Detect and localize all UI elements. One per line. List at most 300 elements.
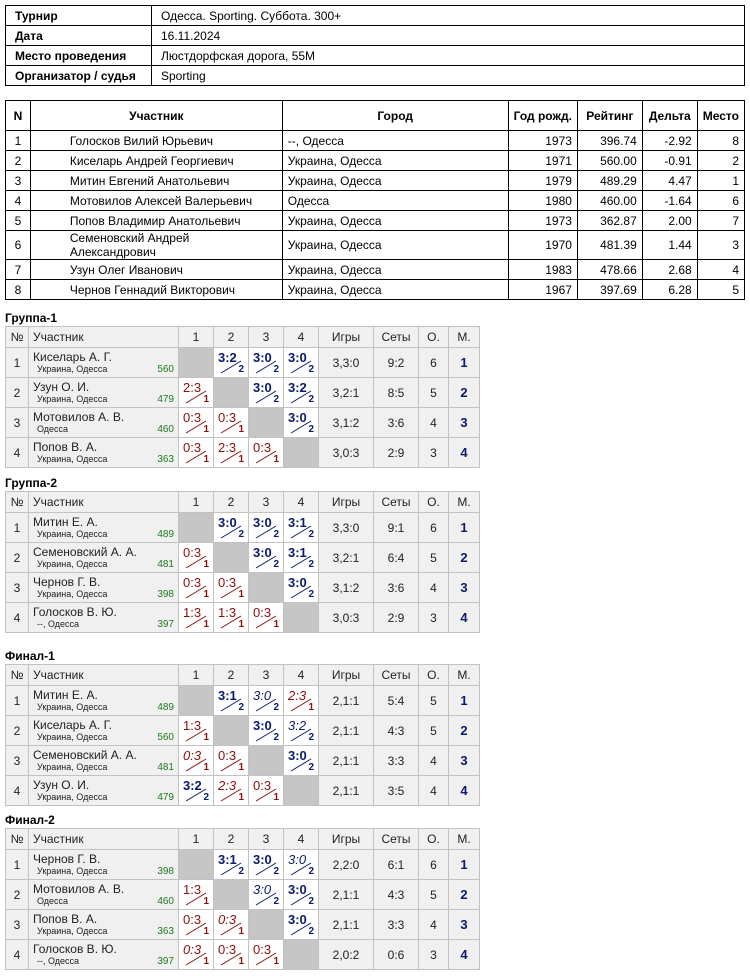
match-result-cell[interactable] [214, 746, 249, 776]
participant-cell: 489.29 [577, 171, 642, 191]
info-value: 16.11.2024 [152, 26, 745, 46]
group-header: 2 [214, 829, 249, 850]
match-points: 1 [273, 956, 279, 967]
points-cell: 4 [419, 910, 449, 940]
group-row [6, 850, 480, 880]
games-cell: 2,1:1 [319, 776, 374, 806]
match-result-cell[interactable] [214, 910, 249, 940]
match-result-cell[interactable] [249, 438, 284, 468]
player-name: Митин Е. А. [33, 688, 98, 702]
participant-cell: Семеновский Андрей Александрович [30, 231, 282, 260]
group-row [6, 910, 480, 940]
player-rating: 481 [157, 559, 174, 570]
match-result-cell[interactable] [214, 408, 249, 438]
participants-header: Участник [30, 101, 282, 131]
match-score: 0:3 [218, 942, 237, 957]
match-result-cell[interactable] [284, 850, 319, 880]
match-points: 1 [203, 896, 209, 907]
match-score: 3:1 [218, 688, 237, 703]
games-cell: 3,1:2 [319, 408, 374, 438]
group-table [5, 828, 480, 970]
points-cell: 4 [419, 776, 449, 806]
group-header: Сеты [374, 492, 419, 513]
match-score: 0:3 [183, 575, 202, 590]
match-points: 1 [203, 589, 209, 600]
match-result-cell[interactable] [179, 438, 214, 468]
match-score: 0:3 [183, 748, 202, 763]
player-city: Украина, Одесса [37, 792, 108, 802]
match-result-cell[interactable] [249, 776, 284, 806]
match-result-cell[interactable] [284, 543, 319, 573]
player-name: Митин Е. А. [33, 515, 98, 529]
row-number: 4 [6, 603, 29, 633]
group-header: 4 [284, 829, 319, 850]
group-header: Участник [29, 327, 179, 348]
match-result-cell[interactable] [284, 910, 319, 940]
match-points: 1 [203, 956, 209, 967]
player-rating: 398 [157, 589, 174, 600]
place-cell [449, 378, 480, 408]
group-header: 4 [284, 327, 319, 348]
match-result-cell[interactable] [249, 378, 284, 408]
place-value: 1 [460, 520, 468, 535]
self-cell [214, 716, 249, 746]
match-result-cell[interactable] [179, 910, 214, 940]
player-rating: 397 [157, 619, 174, 630]
sets-cell: 3:6 [374, 408, 419, 438]
match-result-cell[interactable] [249, 348, 284, 378]
match-result-cell[interactable] [249, 850, 284, 880]
match-points: 1 [203, 424, 209, 435]
match-points: 2 [273, 394, 279, 405]
participant-row [6, 280, 745, 300]
sets-cell: 2:9 [374, 603, 419, 633]
participant-cell: 5 [697, 280, 744, 300]
match-points: 2 [273, 866, 279, 877]
match-points: 1 [308, 702, 314, 713]
match-points: 2 [273, 732, 279, 743]
match-result-cell[interactable] [179, 776, 214, 806]
place-value: 1 [460, 693, 468, 708]
group-block [5, 813, 480, 970]
match-score: 1:3 [183, 718, 202, 733]
group-header-row [6, 829, 480, 850]
match-result-cell[interactable] [284, 513, 319, 543]
player-rating: 397 [157, 956, 174, 967]
player-city: Украина, Одесса [37, 394, 108, 404]
match-points: 1 [238, 619, 244, 630]
match-score: 3:0 [253, 515, 272, 530]
match-result-cell[interactable] [179, 378, 214, 408]
row-number: 3 [6, 746, 29, 776]
match-result-cell[interactable] [214, 940, 249, 970]
match-result-cell[interactable] [284, 716, 319, 746]
place-value: 2 [460, 723, 468, 738]
player-city: --, Одесса [37, 619, 80, 629]
match-result-cell[interactable] [284, 573, 319, 603]
group-row [6, 776, 480, 806]
match-result-cell[interactable] [214, 776, 249, 806]
player-rating: 560 [157, 364, 174, 375]
games-cell: 2,1:1 [319, 910, 374, 940]
match-score: 0:3 [183, 440, 202, 455]
match-score: 3:0 [288, 852, 307, 867]
participants-header: Место [697, 101, 744, 131]
match-result-cell[interactable] [284, 686, 319, 716]
participant-cell: 4 [697, 260, 744, 280]
sets-cell: 3:3 [374, 746, 419, 776]
group-row [6, 543, 480, 573]
group-row [6, 603, 480, 633]
place-value: 3 [460, 415, 468, 430]
participants-header: Рейтинг [577, 101, 642, 131]
player-cell [29, 378, 179, 408]
match-score: 1:3 [183, 882, 202, 897]
participant-cell: 8 [6, 280, 31, 300]
match-score: 0:3 [183, 545, 202, 560]
player-cell [29, 573, 179, 603]
sets-cell: 3:6 [374, 573, 419, 603]
info-key: Дата [6, 26, 152, 46]
games-cell: 2,1:1 [319, 716, 374, 746]
player-name: Семеновский А. А. [33, 545, 137, 559]
place-cell [449, 543, 480, 573]
match-score: 3:0 [288, 575, 307, 590]
group-row [6, 348, 480, 378]
match-points: 1 [238, 926, 244, 937]
match-score: 0:3 [218, 748, 237, 763]
participant-cell: 460.00 [577, 191, 642, 211]
participant-cell: --, Одесса [282, 131, 508, 151]
match-result-cell[interactable] [214, 686, 249, 716]
info-value: Одесса. Sporting. Суббота. 300+ [152, 6, 745, 26]
player-city: Украина, Одесса [37, 732, 108, 742]
match-result-cell[interactable] [249, 513, 284, 543]
participant-row [6, 260, 745, 280]
self-cell [284, 776, 319, 806]
match-result-cell[interactable] [179, 543, 214, 573]
match-score: 3:1 [218, 852, 237, 867]
info-row [6, 26, 745, 46]
sets-cell: 4:3 [374, 716, 419, 746]
group-table [5, 326, 480, 468]
match-points: 2 [273, 364, 279, 375]
match-points: 2 [238, 529, 244, 540]
player-city: Украина, Одесса [37, 454, 108, 464]
participant-row [6, 151, 745, 171]
sets-cell: 3:3 [374, 910, 419, 940]
place-cell [449, 910, 480, 940]
match-result-cell[interactable] [284, 746, 319, 776]
group-header: 3 [249, 665, 284, 686]
match-score: 3:0 [288, 410, 307, 425]
match-score: 3:0 [253, 545, 272, 560]
match-score: 3:2 [183, 778, 202, 793]
participant-cell: 1973 [508, 131, 577, 151]
player-rating: 460 [157, 896, 174, 907]
participant-cell: 6 [6, 231, 31, 260]
match-result-cell[interactable] [284, 880, 319, 910]
match-points: 2 [273, 702, 279, 713]
place-value: 1 [460, 355, 468, 370]
participant-row [6, 211, 745, 231]
sets-cell: 6:4 [374, 543, 419, 573]
self-cell [249, 408, 284, 438]
match-result-cell[interactable] [284, 408, 319, 438]
match-score: 3:0 [253, 688, 272, 703]
participant-row [6, 131, 745, 151]
group-title: Группа-1 [5, 311, 58, 325]
sets-cell: 6:1 [374, 850, 419, 880]
group-header: 1 [179, 829, 214, 850]
match-score: 0:3 [253, 778, 272, 793]
participant-cell: 4 [6, 191, 31, 211]
group-header: Игры [319, 492, 374, 513]
participant-cell: 2 [697, 151, 744, 171]
player-cell [29, 543, 179, 573]
participant-cell: Украина, Одесса [282, 151, 508, 171]
points-cell: 4 [419, 408, 449, 438]
participant-cell: -2.92 [642, 131, 697, 151]
match-result-cell[interactable] [179, 573, 214, 603]
points-cell: 3 [419, 438, 449, 468]
match-points: 1 [273, 619, 279, 630]
row-number: 3 [6, 408, 29, 438]
match-result-cell[interactable] [179, 880, 214, 910]
match-score: 0:3 [253, 605, 272, 620]
group-row [6, 513, 480, 543]
row-number: 3 [6, 573, 29, 603]
match-points: 2 [273, 896, 279, 907]
player-city: Украина, Одесса [37, 559, 108, 569]
match-result-cell[interactable] [249, 686, 284, 716]
info-value: Sporting [152, 66, 745, 86]
group-header: М. [449, 665, 480, 686]
player-city: Украина, Одесса [37, 364, 108, 374]
participant-cell: 2.68 [642, 260, 697, 280]
place-cell [449, 348, 480, 378]
place-value: 3 [460, 580, 468, 595]
row-number: 4 [6, 776, 29, 806]
match-result-cell[interactable] [179, 716, 214, 746]
match-score: 0:3 [183, 942, 202, 957]
participant-cell: 2 [6, 151, 31, 171]
participant-cell: 1 [6, 131, 31, 151]
match-score: 3:0 [253, 350, 272, 365]
participant-cell: 1.44 [642, 231, 697, 260]
match-result-cell[interactable] [214, 573, 249, 603]
match-score: 0:3 [218, 912, 237, 927]
match-result-cell[interactable] [214, 438, 249, 468]
games-cell: 2,1:1 [319, 746, 374, 776]
player-cell [29, 603, 179, 633]
group-header: № [6, 327, 29, 348]
participant-cell: Одесса [282, 191, 508, 211]
games-cell: 2,0:2 [319, 940, 374, 970]
group-block [5, 311, 480, 468]
participants-header: Год рожд. [508, 101, 577, 131]
player-name: Попов В. А. [33, 912, 98, 926]
match-score: 2:3 [183, 380, 202, 395]
place-cell [449, 686, 480, 716]
group-table [5, 664, 480, 806]
match-result-cell[interactable] [214, 348, 249, 378]
match-result-cell[interactable] [284, 378, 319, 408]
group-header: 3 [249, 829, 284, 850]
match-points: 2 [308, 896, 314, 907]
row-number: 1 [6, 850, 29, 880]
player-city: Одесса [37, 424, 69, 434]
participant-cell: 8 [697, 131, 744, 151]
player-rating: 479 [157, 394, 174, 405]
player-rating: 560 [157, 732, 174, 743]
group-title: Финал-2 [5, 813, 55, 827]
participant-cell: 478.66 [577, 260, 642, 280]
participants-header: Дельта [642, 101, 697, 131]
self-cell [284, 438, 319, 468]
group-header: О. [419, 665, 449, 686]
player-cell [29, 408, 179, 438]
player-cell [29, 910, 179, 940]
group-header: М. [449, 829, 480, 850]
games-cell: 3,1:2 [319, 573, 374, 603]
row-number: 4 [6, 438, 29, 468]
player-cell [29, 880, 179, 910]
self-cell [249, 573, 284, 603]
place-cell [449, 850, 480, 880]
participant-cell: Попов Владимир Анатольевич [30, 211, 282, 231]
match-result-cell[interactable] [179, 603, 214, 633]
games-cell: 2,1:1 [319, 880, 374, 910]
place-value: 4 [460, 610, 468, 625]
player-name: Мотовилов А. В. [33, 410, 125, 424]
group-header: 3 [249, 492, 284, 513]
match-score: 3:1 [288, 515, 307, 530]
match-result-cell[interactable] [214, 850, 249, 880]
match-score: 3:0 [288, 748, 307, 763]
match-result-cell[interactable] [249, 880, 284, 910]
participant-cell: 1973 [508, 211, 577, 231]
match-score: 3:0 [288, 912, 307, 927]
player-name: Семеновский А. А. [33, 748, 137, 762]
match-result-cell[interactable] [179, 746, 214, 776]
match-points: 2 [308, 364, 314, 375]
place-cell [449, 716, 480, 746]
match-score: 0:3 [183, 912, 202, 927]
match-score: 0:3 [253, 942, 272, 957]
sets-cell: 5:4 [374, 686, 419, 716]
group-header: М. [449, 492, 480, 513]
group-header-row [6, 327, 480, 348]
match-points: 2 [238, 702, 244, 713]
group-header: Участник [29, 829, 179, 850]
match-points: 2 [203, 792, 209, 803]
group-header: 2 [214, 327, 249, 348]
match-result-cell[interactable] [214, 513, 249, 543]
group-header: 2 [214, 665, 249, 686]
match-result-cell[interactable] [249, 603, 284, 633]
player-rating: 481 [157, 762, 174, 773]
match-points: 1 [203, 394, 209, 405]
info-key: Место проведения [6, 46, 152, 66]
match-score: 3:0 [288, 882, 307, 897]
match-points: 2 [308, 732, 314, 743]
tournament-info-table [5, 5, 745, 86]
group-header-row [6, 492, 480, 513]
match-result-cell[interactable] [284, 348, 319, 378]
match-score: 3:2 [288, 380, 307, 395]
place-value: 2 [460, 385, 468, 400]
group-header: 4 [284, 665, 319, 686]
row-number: 2 [6, 716, 29, 746]
participant-cell: 396.74 [577, 131, 642, 151]
participant-cell: 362.87 [577, 211, 642, 231]
row-number: 4 [6, 940, 29, 970]
player-cell [29, 348, 179, 378]
player-city: --, Одесса [37, 956, 80, 966]
sets-cell: 0:6 [374, 940, 419, 970]
participant-cell: 5 [6, 211, 31, 231]
player-city: Украина, Одесса [37, 866, 108, 876]
group-header: 1 [179, 665, 214, 686]
row-number: 3 [6, 910, 29, 940]
sets-cell: 2:9 [374, 438, 419, 468]
group-header: Игры [319, 327, 374, 348]
match-points: 1 [203, 762, 209, 773]
participant-row [6, 231, 745, 260]
player-name: Киселарь А. Г. [33, 350, 112, 364]
player-name: Голосков В. Ю. [33, 942, 117, 956]
match-points: 2 [308, 589, 314, 600]
player-cell [29, 686, 179, 716]
player-cell [29, 940, 179, 970]
row-number: 1 [6, 513, 29, 543]
match-score: 0:3 [218, 410, 237, 425]
match-score: 3:0 [218, 515, 237, 530]
participant-cell: 481.39 [577, 231, 642, 260]
match-points: 1 [203, 454, 209, 465]
match-result-cell[interactable] [249, 716, 284, 746]
match-result-cell[interactable] [214, 603, 249, 633]
match-result-cell[interactable] [179, 940, 214, 970]
match-result-cell[interactable] [179, 408, 214, 438]
sets-cell: 8:5 [374, 378, 419, 408]
participant-cell: 1 [697, 171, 744, 191]
match-points: 2 [308, 559, 314, 570]
self-cell [214, 543, 249, 573]
player-cell [29, 850, 179, 880]
participant-cell: 6 [697, 191, 744, 211]
player-city: Украина, Одесса [37, 762, 108, 772]
player-name: Чернов Г. В. [33, 852, 101, 866]
match-points: 2 [308, 762, 314, 773]
match-result-cell[interactable] [249, 940, 284, 970]
participant-cell: Митин Евгений Анатольевич [30, 171, 282, 191]
group-row [6, 378, 480, 408]
participant-cell: 3 [697, 231, 744, 260]
participants-header: Город [282, 101, 508, 131]
participant-cell: 1979 [508, 171, 577, 191]
points-cell: 4 [419, 746, 449, 776]
match-points: 1 [273, 454, 279, 465]
info-key: Организатор / судья [6, 66, 152, 86]
self-cell [249, 910, 284, 940]
player-city: Одесса [37, 896, 69, 906]
self-cell [179, 686, 214, 716]
match-result-cell[interactable] [249, 543, 284, 573]
match-points: 2 [238, 866, 244, 877]
match-score: 1:3 [218, 605, 237, 620]
